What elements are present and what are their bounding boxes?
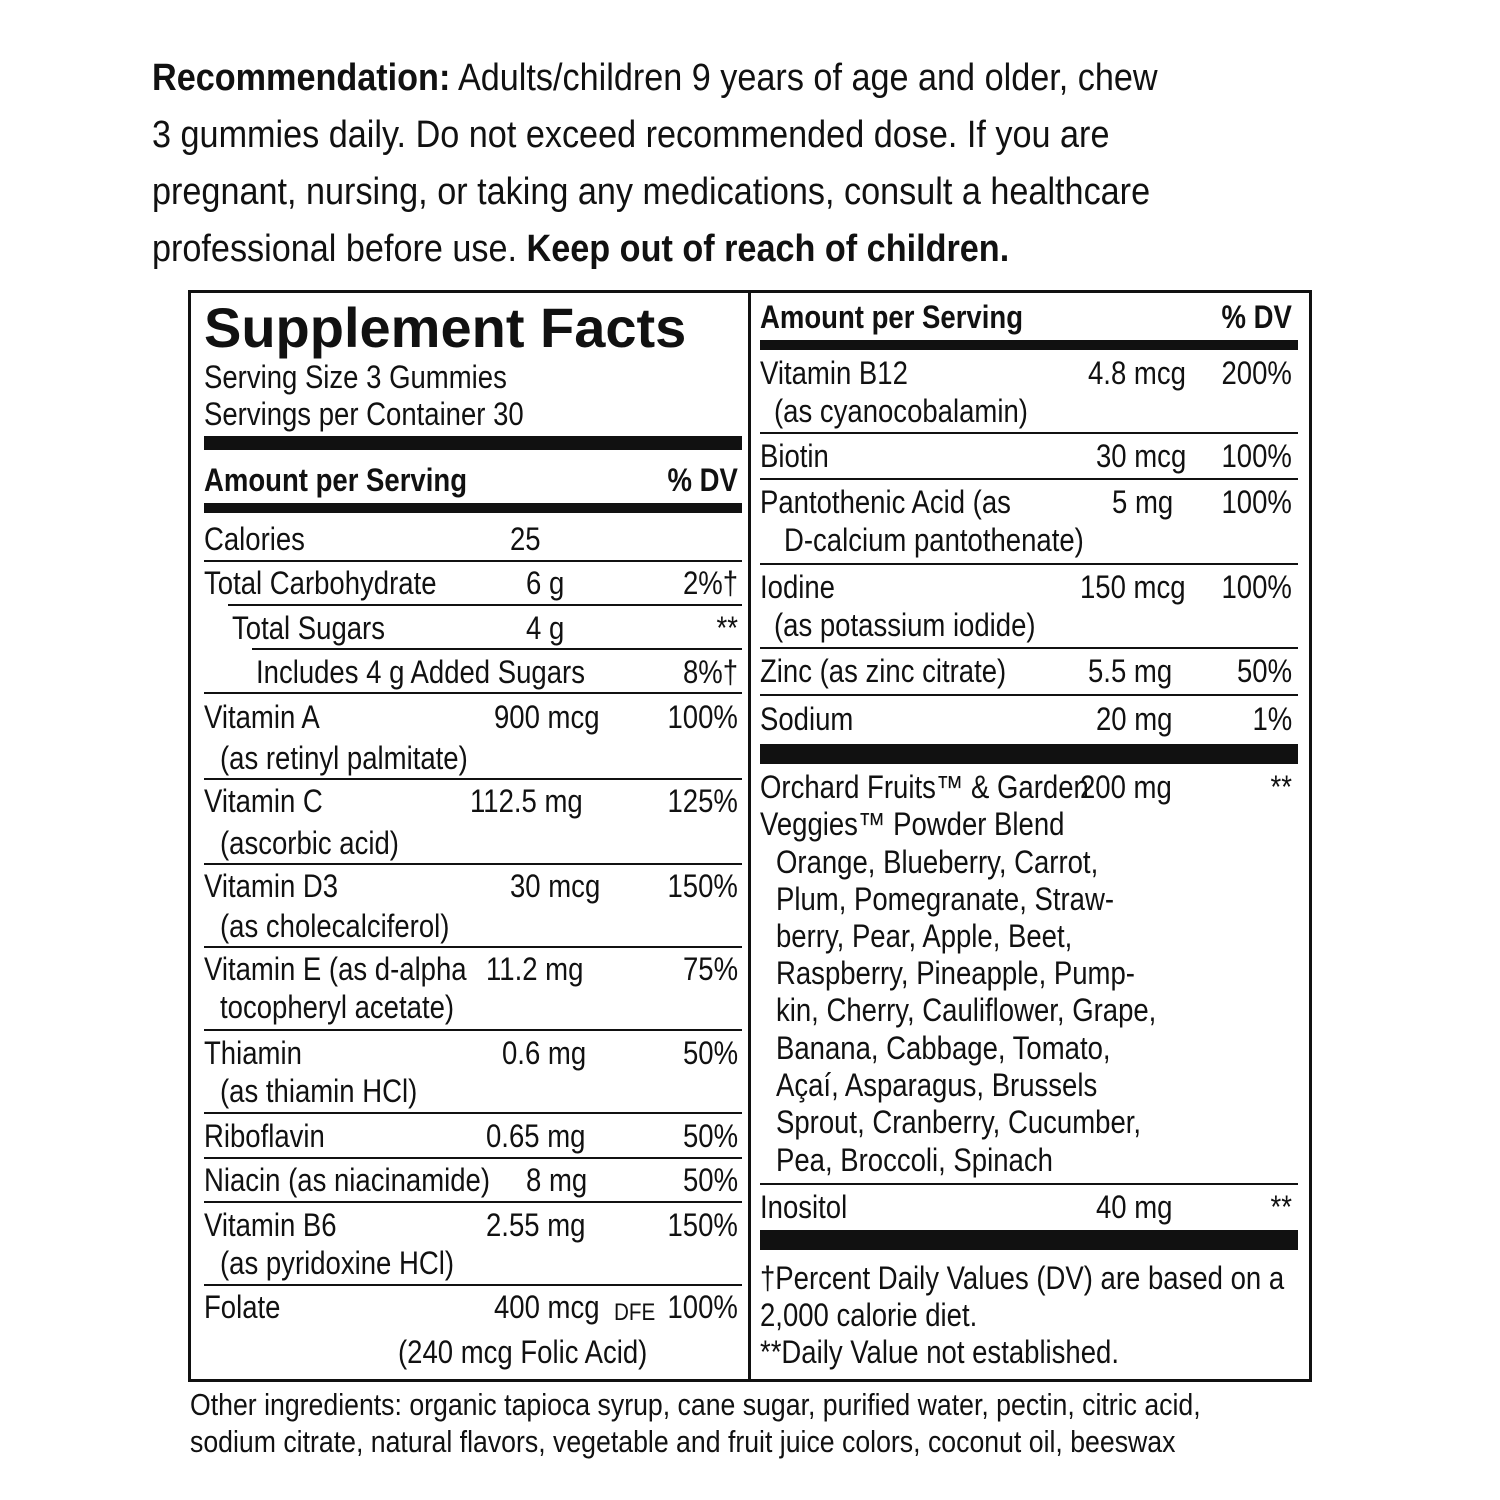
row-calories-amount: 25 [510, 521, 541, 557]
row-vitamin-d3-source: (as cholecalciferol) [220, 908, 450, 944]
row-vitamin-c-label: Vitamin C [204, 783, 323, 819]
row-vitamin-a-label: Vitamin A [204, 699, 320, 735]
row-thiamin-dv: 50% [682, 1035, 738, 1071]
row-sodium-label: Sodium [760, 701, 854, 737]
row-pantothenic-amount: 5 mg [1112, 484, 1174, 520]
row-rule [760, 432, 1298, 434]
row-rule [228, 604, 742, 606]
row-inositol-dv: ** [1270, 1189, 1292, 1225]
row-folate-label: Folate [204, 1289, 281, 1325]
footnote-not-established: **Daily Value not established. [760, 1334, 1119, 1370]
thick-divider [760, 1230, 1298, 1250]
row-pantothenic-label: Pantothenic Acid (as [760, 484, 1011, 520]
other-ingredients-line-1: Other ingredients: organic tapioca syrup, cane sugar, purified water, pectin, citric acid, [190, 1387, 1201, 1422]
row-biotin-label: Biotin [760, 438, 829, 474]
row-iodine-label: Iodine [760, 569, 835, 605]
row-vitamin-e-label: Vitamin E (as d-alpha [204, 951, 467, 987]
footnote-calorie-diet: 2,000 calorie diet. [760, 1297, 978, 1333]
footnote-dv: †Percent Daily Values (DV) are based on a [760, 1260, 1285, 1296]
row-vitamin-b12-label: Vitamin B12 [760, 355, 908, 391]
row-niacin-dv: 50% [682, 1162, 738, 1198]
row-rule [760, 694, 1298, 696]
row-folate-dv: 100% [667, 1289, 738, 1325]
row-inositol-label: Inositol [760, 1189, 848, 1225]
blend-dv: ** [1270, 769, 1292, 805]
row-riboflavin-dv: 50% [682, 1118, 738, 1154]
row-rule [252, 648, 742, 650]
recommendation-line-1: Recommendation: Adults/children 9 years of age and older, chew [152, 57, 1158, 99]
row-vitamin-b6-amount: 2.55 mg [486, 1207, 586, 1243]
serving-size: Serving Size 3 Gummies [204, 359, 507, 395]
row-rule [204, 1284, 742, 1286]
row-sodium-dv: 1% [1252, 701, 1292, 737]
blend-ingredients-line: Açaí, Asparagus, Brussels [776, 1067, 1098, 1103]
row-carbohydrate-dv: 2%† [682, 565, 738, 601]
recommendation-line-2: 3 gummies daily. Do not exceed recommended dose. If you are [152, 114, 1110, 156]
row-vitamin-e-amount: 11.2 mg [486, 951, 584, 987]
row-riboflavin-label: Riboflavin [204, 1118, 325, 1154]
row-sodium-amount: 20 mg [1096, 701, 1173, 737]
row-rule [760, 647, 1298, 649]
thick-divider [204, 436, 742, 450]
row-total-sugars-label: Total Sugars [232, 610, 385, 646]
row-zinc-amount: 5.5 mg [1088, 653, 1173, 689]
row-folate-source: (240 mcg Folic Acid) [398, 1334, 648, 1370]
row-zinc-dv: 50% [1236, 653, 1292, 689]
row-riboflavin-amount: 0.65 mg [486, 1118, 586, 1154]
row-rule [204, 1029, 742, 1031]
blend-ingredients-line: Sprout, Cranberry, Cucumber, [776, 1104, 1142, 1140]
row-rule [204, 692, 742, 694]
row-rule [204, 946, 742, 948]
column-divider [748, 290, 751, 1382]
row-iodine-amount: 150 mcg [1080, 569, 1186, 605]
blend-ingredients-line: Pea, Broccoli, Spinach [776, 1142, 1053, 1178]
blend-label-line-1: Orchard Fruits™ & Garden [760, 769, 1089, 805]
dv-header: % DV [1221, 299, 1292, 335]
row-added-sugars-label: Includes 4 g Added Sugars [256, 654, 585, 690]
row-zinc-label: Zinc (as zinc citrate) [760, 653, 1007, 689]
recommendation-text [152, 50, 1492, 278]
row-calories-label: Calories [204, 521, 305, 557]
row-niacin-amount: 8 mg [526, 1162, 588, 1198]
row-rule [204, 1157, 742, 1159]
supplement-facts-title: Supplement Facts [204, 296, 687, 359]
row-thiamin-amount: 0.6 mg [502, 1035, 587, 1071]
row-carbohydrate-label: Total Carbohydrate [204, 565, 437, 601]
row-rule [760, 563, 1298, 565]
blend-ingredients-line: Raspberry, Pineapple, Pump- [776, 955, 1135, 991]
row-rule [204, 1201, 742, 1203]
row-vitamin-a-source: (as retinyl palmitate) [220, 740, 468, 776]
servings-per-container: Servings per Container 30 [204, 396, 524, 432]
row-vitamin-b12-amount: 4.8 mcg [1088, 355, 1186, 391]
medium-divider [204, 503, 742, 513]
thick-divider [760, 744, 1298, 764]
row-vitamin-a-amount: 900 mcg [494, 699, 600, 735]
blend-ingredients-line: kin, Cherry, Cauliflower, Grape, [776, 992, 1157, 1028]
row-vitamin-b6-dv: 150% [667, 1207, 738, 1243]
row-vitamin-c-source: (ascorbic acid) [220, 825, 399, 861]
amount-per-serving-header: Amount per Serving [204, 462, 467, 498]
row-vitamin-c-dv: 125% [667, 783, 738, 819]
row-vitamin-b6-label: Vitamin B6 [204, 1207, 337, 1243]
row-rule [204, 863, 742, 865]
other-ingredients-line-2: sodium citrate, natural flavors, vegetable and fruit juice colors, coconut oil, beeswax [190, 1424, 1176, 1459]
blend-ingredients-line: berry, Pear, Apple, Beet, [776, 918, 1073, 954]
row-vitamin-b6-source: (as pyridoxine HCl) [220, 1245, 454, 1281]
row-rule [204, 1112, 742, 1114]
row-vitamin-a-dv: 100% [667, 699, 738, 735]
row-vitamin-d3-dv: 150% [667, 868, 738, 904]
row-added-sugars-dv: 8%† [682, 654, 738, 690]
row-iodine-source: (as potassium iodide) [774, 607, 1036, 643]
row-niacin-label: Niacin (as niacinamide) [204, 1162, 491, 1198]
row-vitamin-d3-label: Vitamin D3 [204, 868, 339, 904]
row-vitamin-e-source: tocopheryl acetate) [220, 989, 455, 1025]
row-thiamin-label: Thiamin [204, 1035, 302, 1071]
dv-header: % DV [667, 462, 738, 498]
row-carbohydrate-amount: 6 g [526, 565, 565, 601]
other-ingredients [190, 1386, 1490, 1460]
row-total-sugars-dv: ** [716, 610, 738, 646]
row-rule [760, 478, 1298, 480]
row-rule [204, 778, 742, 780]
row-folate-unit: DFE [614, 1299, 656, 1326]
row-vitamin-e-dv: 75% [682, 951, 738, 987]
blend-amount: 200 mg [1080, 769, 1172, 805]
blend-ingredients-line: Orange, Blueberry, Carrot, [776, 844, 1099, 880]
recommendation-line-4: professional before use. Keep out of reach of children. [152, 228, 1010, 270]
row-total-sugars-amount: 4 g [526, 610, 565, 646]
row-biotin-dv: 100% [1221, 438, 1292, 474]
row-iodine-dv: 100% [1221, 569, 1292, 605]
row-vitamin-b12-dv: 200% [1221, 355, 1292, 391]
row-rule [204, 560, 742, 562]
row-pantothenic-dv: 100% [1221, 484, 1292, 520]
row-inositol-amount: 40 mg [1096, 1189, 1173, 1225]
amount-per-serving-header: Amount per Serving [760, 299, 1023, 335]
row-vitamin-c-amount: 112.5 mg [470, 783, 583, 819]
blend-label-line-2: Veggies™ Powder Blend [760, 806, 1065, 842]
row-rule [760, 1183, 1298, 1185]
row-thiamin-source: (as thiamin HCl) [220, 1073, 418, 1109]
medium-divider [760, 340, 1298, 350]
blend-ingredients-line: Banana, Cabbage, Tomato, [776, 1030, 1111, 1066]
row-pantothenic-source: D-calcium pantothenate) [784, 522, 1084, 558]
row-folate-amount: 400 mcg [494, 1289, 600, 1325]
row-vitamin-d3-amount: 30 mcg [510, 868, 601, 904]
row-biotin-amount: 30 mcg [1096, 438, 1187, 474]
recommendation-line-3: pregnant, nursing, or taking any medications, consult a healthcare [152, 171, 1151, 213]
blend-ingredients-line: Plum, Pomegranate, Straw- [776, 881, 1115, 917]
row-vitamin-b12-source: (as cyanocobalamin) [774, 393, 1028, 429]
